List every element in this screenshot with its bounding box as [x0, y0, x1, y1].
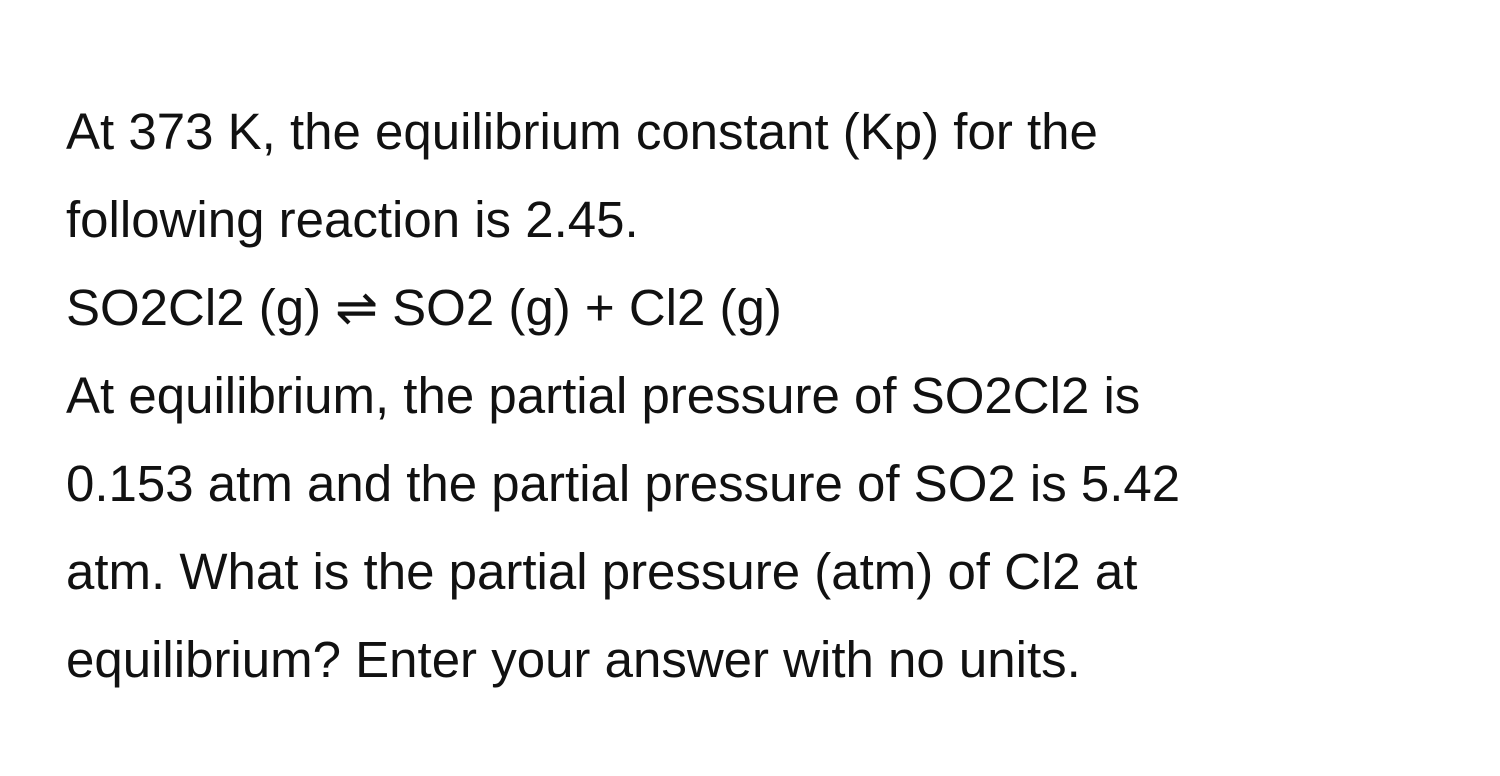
question-line: At equilibrium, the partial pressure of SO2Cl2 is: [66, 367, 1141, 424]
reaction-equation: SO2Cl2 (g) ⇌ SO2 (g) + Cl2 (g): [66, 279, 782, 336]
question-line: equilibrium? Enter your answer with no units.: [66, 631, 1081, 688]
question-text-block: [66, 88, 1456, 704]
question-line: At 373 K, the equilibrium constant (Kp) for the: [66, 103, 1098, 160]
question-line: 0.153 atm and the partial pressure of SO2 is 5.42: [66, 455, 1181, 512]
question-line: following reaction is 2.45.: [66, 191, 639, 248]
question-line: atm. What is the partial pressure (atm) of Cl2 at: [66, 543, 1138, 600]
